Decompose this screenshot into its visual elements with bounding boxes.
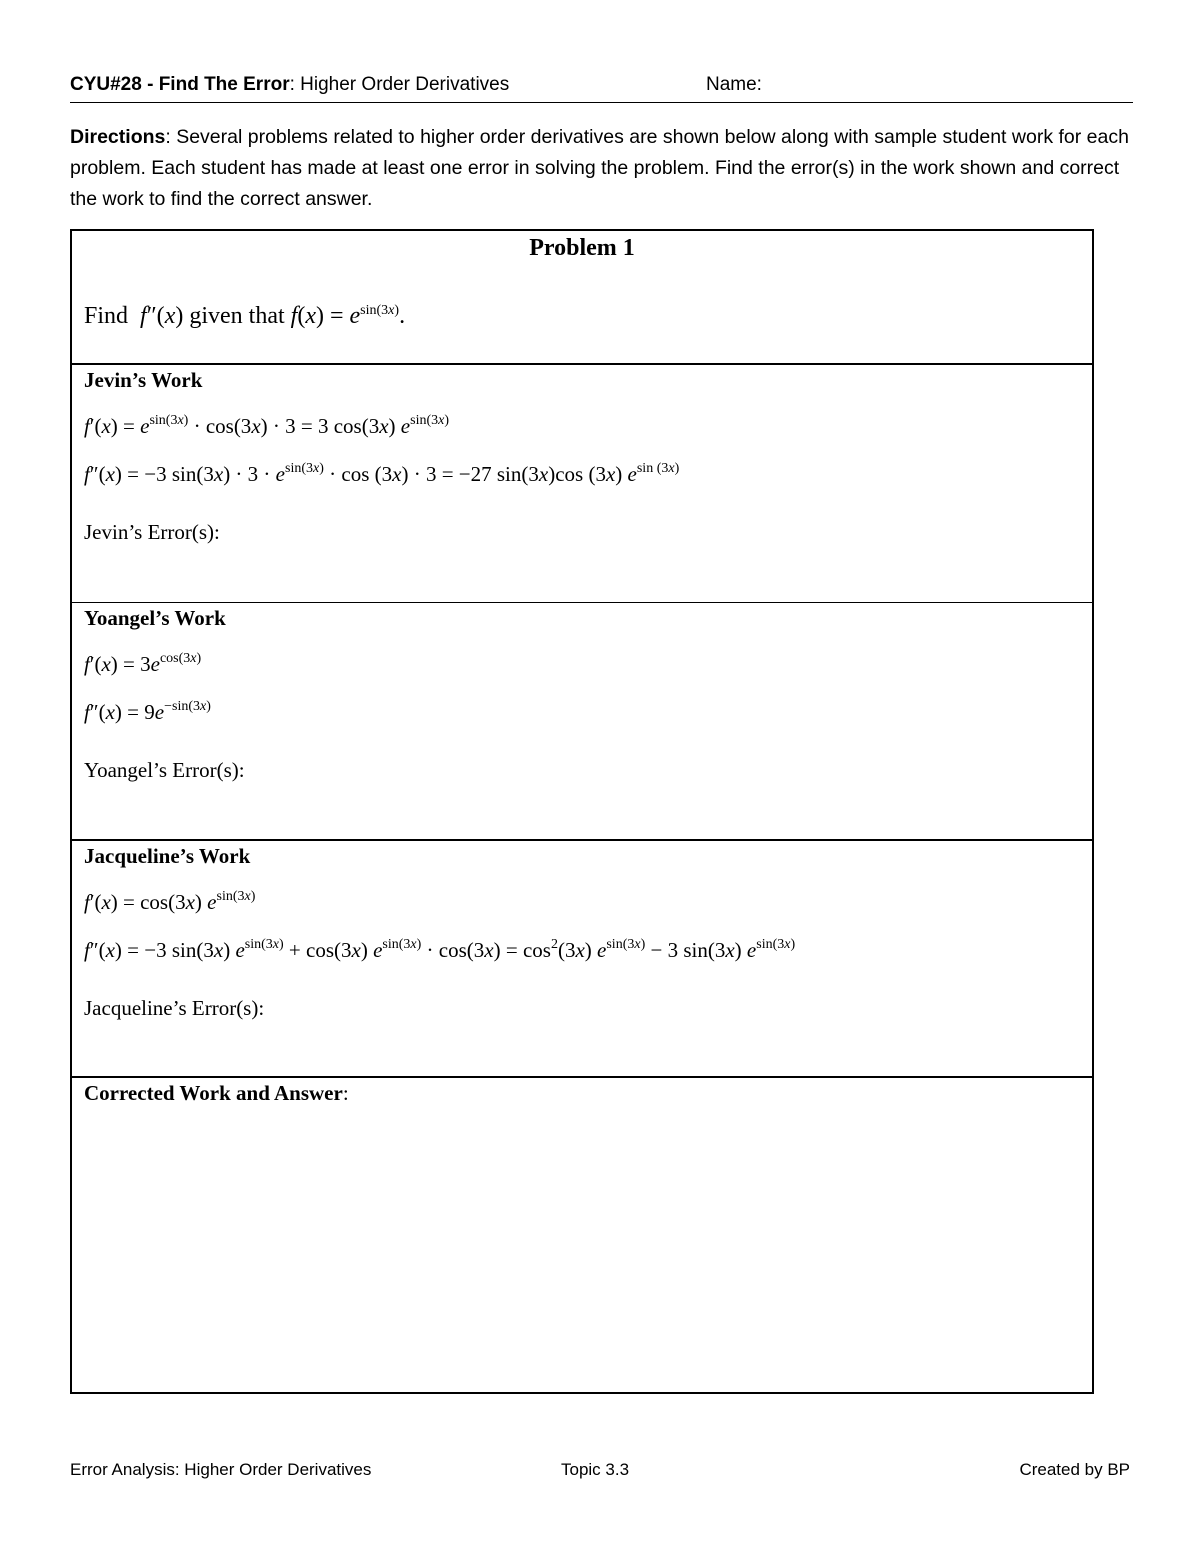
problem-box bbox=[70, 229, 1094, 365]
corrected-work-label: Corrected Work and Answer: bbox=[84, 1081, 349, 1105]
yoangel-first-derivative: $f'(x) = 3e^{cos(3x)}$ bbox=[84, 651, 202, 676]
name-label: Name: bbox=[706, 74, 762, 95]
directions-text: : Several problems related to higher order derivatives are shown below along with sample student work for each problem. Each student has made at least one error in solving the problem. Find the error(s) in the work shown and correct the work to find the correct answer. bbox=[70, 126, 1129, 210]
footer-right: Created by BP bbox=[1019, 1460, 1130, 1479]
footer-left: Error Analysis: Higher Order Derivatives bbox=[70, 1460, 372, 1479]
footer-center: Topic 3.3 bbox=[561, 1460, 630, 1479]
page-header bbox=[70, 72, 1133, 103]
directions-label: Directions bbox=[70, 126, 166, 148]
jevin-first-derivative: $f'(x) = e^{sin(3x)} \cdot \cos(3x) \cdot 3 = 3$ cos(3x) $e^{sin(3x)}$ bbox=[84, 413, 450, 438]
yoangel-section bbox=[70, 602, 1094, 841]
jacqueline-first-derivative: f′(x) = cos(3x) $e^{sin(3x)}$ bbox=[84, 889, 256, 914]
problem-title: Problem 1 bbox=[529, 235, 635, 261]
problem-statement: Find f″(x) given that $f(x) = e^{sin(3x)}$. bbox=[84, 303, 406, 329]
worksheet-title: CYU#28 - Find The Error: Higher Order Derivatives bbox=[70, 74, 510, 95]
jacqueline-heading: Jacqueline’s Work bbox=[84, 844, 251, 868]
jevin-second-derivative: f″(x) = −3 $\sin(3x) \cdot 3 \cdot e^{sin(3x)} \cdot \cos (3x) \cdot 3 = -27$ sin(3x)cos (3x) $e^{sin (3x)}$ bbox=[84, 461, 680, 486]
jacqueline-error-label: Jacqueline’s Error(s): bbox=[84, 996, 265, 1020]
jacqueline-second-derivative: f″(x) = −3 sin(3x) $e^{sin(3x)} + \cos(3x) e^{sin(3x)} \cdot \cos(3x) = \cos^2(3x) e^{sin(3x)} - 3$ sin(3x) $e^{sin(3x)}$ bbox=[84, 937, 796, 962]
yoangel-error-label: Yoangel’s Error(s): bbox=[84, 758, 245, 782]
yoangel-second-derivative: $f''(x) = 9e^{-sin(3x)}$ bbox=[84, 699, 211, 724]
directions bbox=[70, 122, 1130, 215]
yoangel-heading: Yoangel’s Work bbox=[84, 606, 226, 630]
corrected-work-section bbox=[70, 1077, 1094, 1394]
jevin-heading: Jevin’s Work bbox=[84, 368, 203, 392]
jevin-error-label: Jevin’s Error(s): bbox=[84, 520, 220, 544]
jacqueline-section bbox=[70, 840, 1094, 1078]
jevin-section bbox=[70, 364, 1094, 603]
